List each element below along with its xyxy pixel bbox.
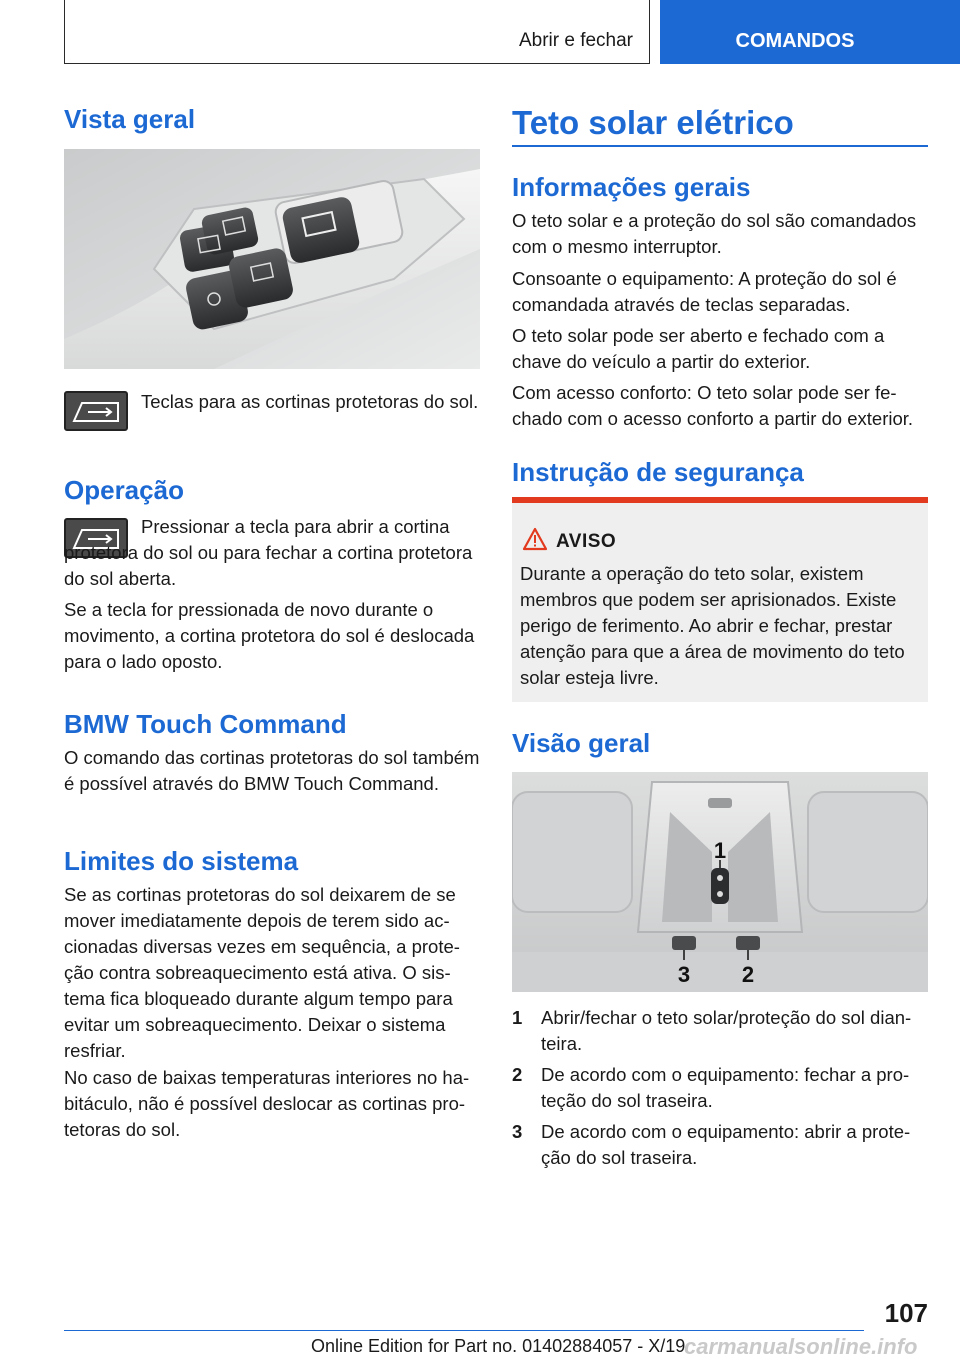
operacao-paragraph-2: Se a tecla for pressionada de novo durante o movimento, a cortina protetora do sol é deslocada para o lado oposto. [64, 599, 475, 672]
chapter-tab-label: COMANDOS [735, 30, 855, 52]
list-item-text: De acordo com o equipamento: fechar a proteção do sol traseira. [541, 1064, 910, 1111]
edition-text: Online Edition for Part no. 01402884057 - X/19 [311, 1336, 686, 1356]
list-item-number: 3 [512, 1121, 523, 1142]
list-item-number: 2 [512, 1064, 523, 1085]
keys-caption: Teclas para as cortinas protetoras do sol. [141, 391, 479, 412]
info-paragraph-3: O teto solar pode ser aberto e fechado com a chave do veículo a partir do exterior. [512, 325, 885, 372]
warning-label: AVISO [556, 531, 617, 552]
warning-box [512, 497, 928, 702]
section-title: Abrir e fechar [518, 30, 633, 51]
limites-paragraph-2: No caso de baixas temperaturas interiores no habitáculo, não é possível deslocar as cortinas protetoras do sol. [64, 1067, 470, 1140]
safety-heading: Instrução de segurança [512, 457, 804, 487]
title-rule [512, 145, 928, 147]
limites-paragraph-1: Se as cortinas protetoras do sol deixarem de se mover imediatamente depois de terem sido accionadas diversas vezes em sequência, a proteção contra sobreaquecimento está ativa. O sistema fica bloqueado durante algum tempo para evitar um sobreaquecimento. Deixar o sistema resfriar. [64, 884, 460, 1061]
touch-command-paragraph: O comando das cortinas protetoras do sol também é possível através do BMW Touch Command. [64, 747, 480, 794]
watermark: carmanualsonline.info [684, 1334, 918, 1359]
info-paragraph-2: Consoante o equipamento: A proteção do sol é comandada através de teclas separadas. [512, 268, 897, 315]
info-paragraph-1: O teto solar e a proteção do sol são comandados com o mesmo interruptor. [512, 210, 917, 257]
list-item-text: Abrir/fechar o teto solar/proteção do sol dianteira. [541, 1007, 912, 1054]
list-item [512, 1062, 928, 1116]
roof-console-image [512, 772, 928, 992]
touch-command-heading: BMW Touch Command [64, 709, 347, 739]
operacao-paragraph-1: Pressionar a tecla para abrir a cortina protetora do sol ou para fechar a cortina protetora do sol aberta. [64, 516, 473, 589]
list-item-text: De acordo com o equipamento: abrir a proteção do sol traseira. [541, 1121, 911, 1168]
operacao-heading: Operação [64, 475, 184, 505]
list-item [512, 1119, 928, 1173]
vista-geral-heading: Vista geral [64, 104, 196, 134]
warning-triangle-icon [522, 527, 548, 551]
header-box [64, 0, 650, 64]
chapter-tab[interactable] [660, 0, 960, 64]
main-title: Teto solar elétrico [512, 104, 794, 141]
footer-rule [64, 1330, 864, 1331]
visao-geral-heading: Visão geral [512, 728, 651, 758]
callout-3: 3 [677, 962, 691, 987]
warning-text: Durante a operação do teto solar, existem membros que podem ser aprisionados. Existe perigo de ferimento. Ao abrir e fechar, prestar atenção para que a área de movimento do teto solar esteja livre. [520, 563, 905, 688]
page-number: 107 [884, 1298, 928, 1328]
list-item [512, 1005, 928, 1059]
limites-heading: Limites do sistema [64, 846, 299, 876]
window-switch-image [64, 149, 480, 369]
callout-1: 1 [713, 838, 727, 863]
info-paragraph-4: Com acesso conforto: O teto solar pode ser fechado com o acesso conforto a partir do exterior. [512, 382, 914, 429]
list-item-number: 1 [512, 1007, 523, 1028]
callout-2: 2 [741, 962, 755, 987]
info-heading: Informações gerais [512, 172, 751, 202]
sunblind-key-icon [64, 391, 128, 431]
